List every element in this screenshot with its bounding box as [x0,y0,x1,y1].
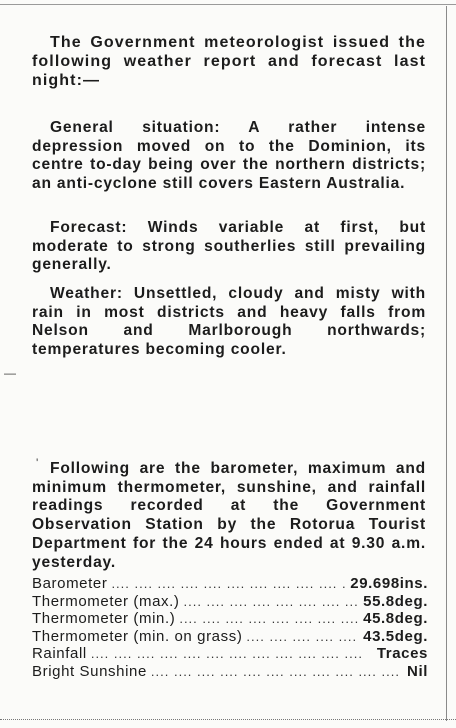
reading-value: 43.5deg. [363,627,428,645]
reading-row [32,663,428,681]
reading-label: Thermometer (max.) [32,592,180,610]
reading-row [32,610,428,628]
reading-label: Bright Sunshine [32,662,147,680]
reading-value: 55.8deg. [363,592,428,610]
reading-value: 29.698ins. [350,575,428,592]
reading-value: 45.8deg. [363,610,428,628]
general-situation-text: General situation: A rather intense depression moved on to the Dominion, its centre to-day being over the northern districts; an anti-cyclone still covers Eastern Australia. [32,119,426,193]
reading-row [32,645,428,663]
clipping-top-edge [0,0,456,5]
reading-value: Traces [376,645,428,663]
reading-label: Thermometer (min. on grass) [32,627,243,645]
reading-row [32,628,428,646]
column-rule [446,6,447,721]
reading-label: Barometer [32,575,108,592]
reading-row [32,593,428,611]
readings-table [32,575,428,681]
dot-leader [184,593,360,611]
general-situation-paragraph [32,119,426,194]
reading-row [32,575,428,593]
print-mark: ' [36,456,39,470]
dot-leader [111,575,346,593]
readings-intro-text: Following are the barometer, maximum and minimum thermometer, sunshine, and rainfall readings recorded at the Government Observation Station by the Rotorua Tourist Department for the 24 hours ended at 9.30 a.m. yesterday. [32,460,426,571]
margin-mark: — [4,366,16,380]
dot-leader [246,628,359,646]
weather-paragraph [32,285,426,360]
weather-text: Weather: Unsettled, cloudy and misty with rain in most districts and heavy falls from Nelson and Marlborough northwards; temperatures becoming cooler. [32,285,426,359]
forecast-paragraph [32,219,426,275]
intro-text: The Government meteorologist issued the following weather report and forecast last night:— [32,34,426,89]
dot-leader [151,663,403,681]
reading-label: Thermometer (min.) [32,610,176,628]
readings-intro-paragraph [32,460,426,572]
intro-paragraph [32,33,426,90]
dot-leader [91,645,373,663]
forecast-text: Forecast: Winds variable at first, but moderate to strong southerlies still prevailing generally. [32,219,426,274]
dot-leader [179,610,359,628]
reading-label: Rainfall [32,645,87,663]
reading-value: Nil [407,662,428,680]
